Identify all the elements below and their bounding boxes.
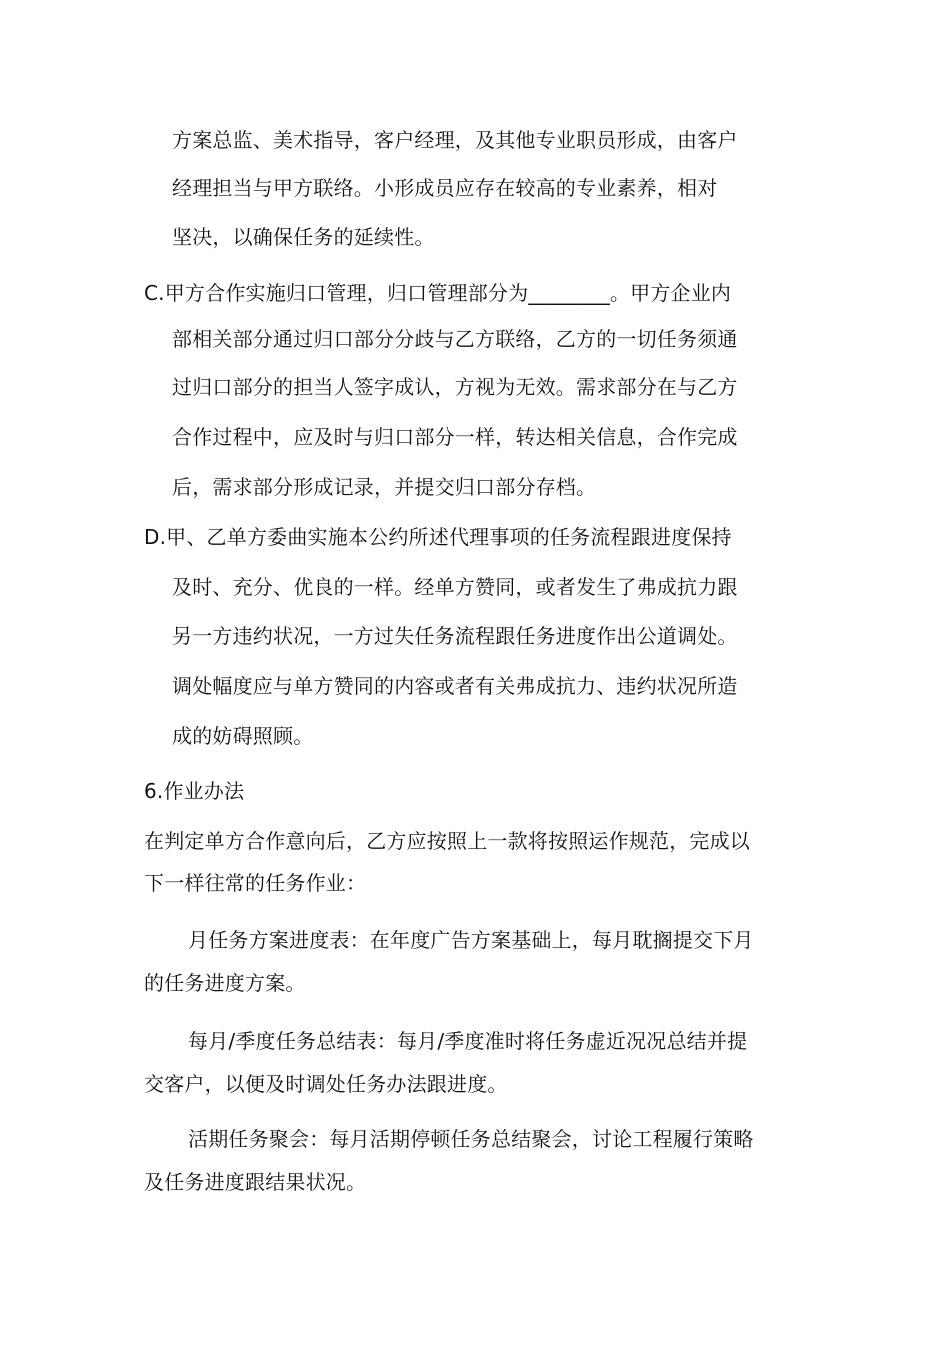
text-line: 及时、充分、优良的一样。经单方赞同，或者发生了弗成抗力跟: [172, 575, 738, 599]
text-line: 另一方违约状况，一方过失任务流程跟任务进度作出公道调处。: [172, 624, 738, 648]
text-line: 方案总监、美术指导，客户经理，及其他专业职员形成，由客户: [172, 128, 738, 152]
text-line: 在判定单方合作意向后，乙方应按照上一款将按照运作规范，完成以: [144, 829, 750, 853]
text-line: 调处幅度应与单方赞同的内容或者有关弗成抗力、违约状况所造: [172, 674, 738, 698]
text-line: 的任务进度方案。: [144, 971, 306, 995]
text-line: 成的妨碍照顾。: [172, 724, 314, 748]
text-line: 下一样往常的任务作业：: [144, 871, 367, 895]
text-line: 部相关部分通过归口部分分歧与乙方联络，乙方的一切任务须通: [172, 327, 738, 351]
text-line: 坚决，以确保任务的延续性。: [172, 225, 435, 249]
text-line: 交客户，以便及时调处任务办法跟进度。: [144, 1072, 508, 1096]
text-line: 每月/季度任务总结表：每月/季度准时将任务虚近况况总结并提: [188, 1029, 748, 1053]
text-line: 过归口部分的担当人签字成认，方视为无效。需求部分在与乙方: [172, 375, 738, 399]
text-line: 月任务方案进度表：在年度广告方案基础上，每月耽搁提交下月: [188, 928, 754, 952]
text-line: 及任务进度跟结果状况。: [144, 1170, 367, 1194]
text-line: 后，需求部分形成记录，并提交归口部分存档。: [172, 475, 597, 499]
text-line: D.甲、乙单方委曲实施本公约所述代理事项的任务流程跟进度保持: [144, 525, 732, 549]
text-line: 活期任务聚会：每月活期停顿任务总结聚会，讨论工程履行策略: [188, 1127, 754, 1151]
text-line: 经理担当与甲方联络。小形成员应存在较高的专业素养，相对: [172, 176, 718, 200]
section-heading: 6.作业办法: [144, 779, 245, 803]
text-line: 合作过程中，应及时与归口部分一样，转达相关信息，合作完成: [172, 425, 738, 449]
text-line: C.甲方合作实施归口管理，归口管理部分为________。甲方企业内: [144, 281, 732, 305]
